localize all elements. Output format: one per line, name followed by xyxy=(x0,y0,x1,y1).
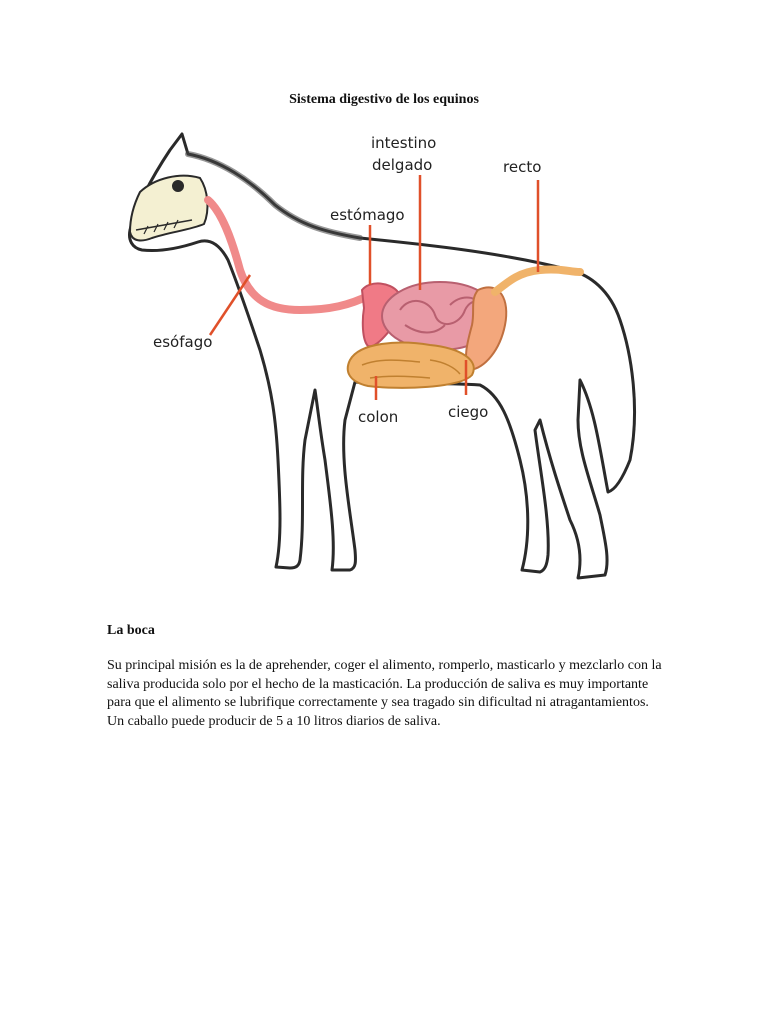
label-estomago: estómago xyxy=(330,206,405,224)
body-paragraph: Su principal misión es la de aprehender, coger el alimento, romperlo, masticarlo y mezclarlo con la saliva producida solo por el hecho de la masticación. La producción de saliva es muy importante para que el alimento se lubrifique correctamente y sea tragado sin dificultad ni atragantamientos. Un caballo puede producir de 5 a 10 litros diarios de saliva. xyxy=(107,658,662,729)
label-colon: colon xyxy=(358,408,399,426)
horse-illustration xyxy=(100,120,660,590)
label-ciego: ciego xyxy=(448,403,489,421)
label-recto: recto xyxy=(503,158,542,176)
label-intestino-delgado-line2: delgado xyxy=(372,156,433,174)
label-intestino-delgado-line1: intestino xyxy=(371,134,437,152)
page-title: Sistema digestivo de los equinos xyxy=(289,92,479,107)
label-esofago: esófago xyxy=(153,333,213,351)
colon-organ xyxy=(348,343,474,388)
section-heading: La boca xyxy=(107,623,155,638)
horse-digestive-diagram xyxy=(100,120,660,590)
